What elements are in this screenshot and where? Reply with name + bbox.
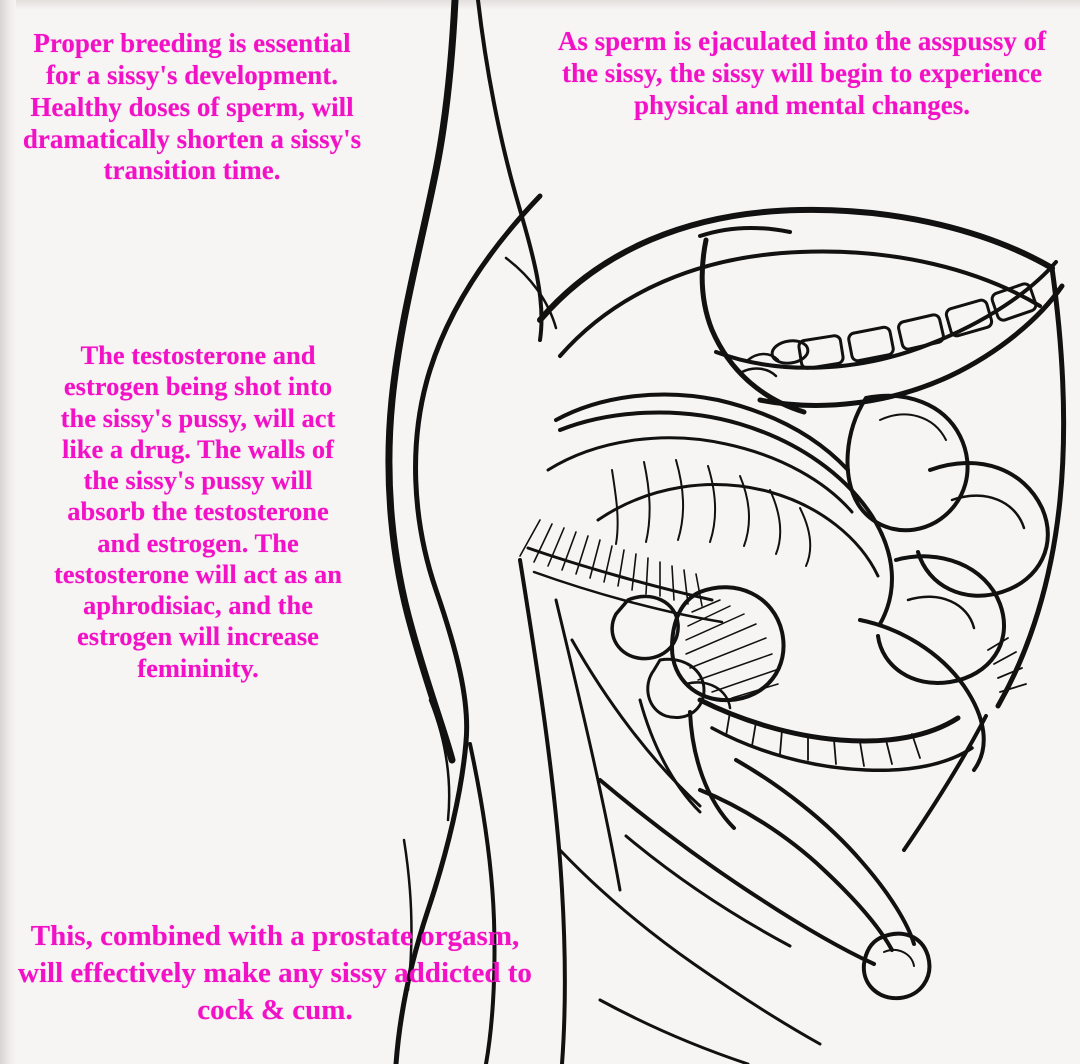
paper-edge-left	[0, 0, 16, 1064]
caption-top-right: As sperm is ejaculated into the asspussy of the sissy, the sissy will begin to experience physical and mental changes.	[557, 26, 1047, 120]
caption-middle-left: The testosterone and estrogen being shot into the sissy's pussy, will act like a drug. The walls of the sissy's pussy will absorb the testosterone and estrogen. The testosterone will act as an aphrodisiac, and the estrogen will increase femininity.	[53, 340, 343, 683]
caption-top-left: Proper breeding is essential for a sissy's development. Healthy doses of sperm, will dramatically shorten a sissy's transition time.	[22, 28, 362, 186]
paper-edge-top	[0, 0, 1080, 10]
caption-bottom: This, combined with a prostate orgasm, will effectively make any sissy addicted to cock & cum.	[18, 920, 532, 1027]
